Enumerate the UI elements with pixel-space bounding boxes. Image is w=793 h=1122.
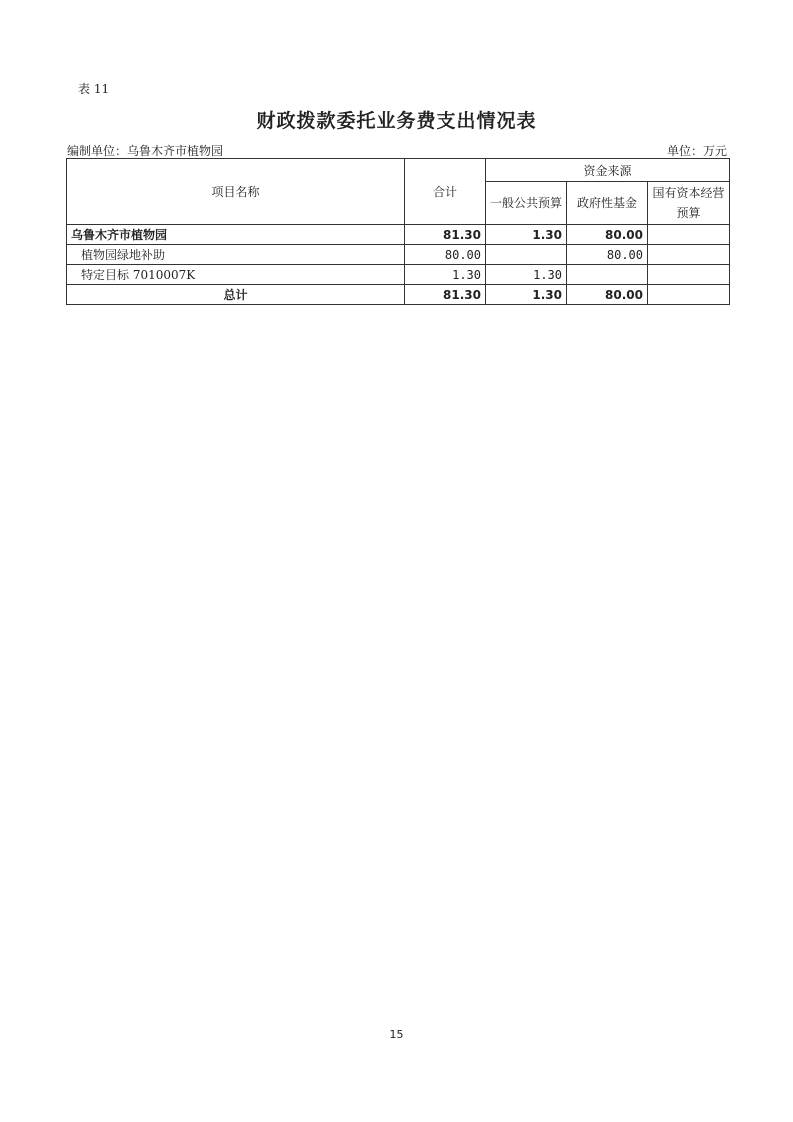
total-label: 总计 xyxy=(67,285,405,305)
total-state-capital xyxy=(648,285,730,305)
total-gov-fund: 80.00 xyxy=(567,285,648,305)
table-number: 表 11 xyxy=(78,82,110,96)
header-general-budget: 一般公共预算 xyxy=(486,182,567,225)
table-row xyxy=(67,225,730,245)
row-name: 乌鲁木齐市植物园 xyxy=(67,225,405,245)
row-general: 1.30 xyxy=(486,265,567,285)
compiling-unit: 编制单位：乌鲁木齐市植物园 xyxy=(67,144,224,158)
header-fund-source: 资金来源 xyxy=(486,159,730,182)
currency-unit: 单位：万元 xyxy=(666,144,727,158)
row-gov-fund: 80.00 xyxy=(567,225,648,245)
header-gov-fund: 政府性基金 xyxy=(567,182,648,225)
row-state-capital xyxy=(648,225,730,245)
row-total: 80.00 xyxy=(405,245,486,265)
expenditure-table xyxy=(66,158,730,305)
row-name: 特定目标 7010007K xyxy=(67,265,405,285)
table-row xyxy=(67,245,730,265)
row-total: 81.30 xyxy=(405,225,486,245)
page-number: 15 xyxy=(389,1028,404,1041)
header-state-capital: 国有资本经营预算 xyxy=(648,182,730,225)
header-total: 合计 xyxy=(405,159,486,225)
row-gov-fund xyxy=(567,265,648,285)
row-gov-fund: 80.00 xyxy=(567,245,648,265)
total-general: 1.30 xyxy=(486,285,567,305)
row-total: 1.30 xyxy=(405,265,486,285)
row-general: 1.30 xyxy=(486,225,567,245)
header-row-1 xyxy=(67,159,730,182)
row-state-capital xyxy=(648,265,730,285)
table-row xyxy=(67,265,730,285)
row-general xyxy=(486,245,567,265)
row-name: 植物园绿地补助 xyxy=(67,245,405,265)
page-title: 财政拨款委托业务费支出情况表 xyxy=(256,110,537,132)
row-state-capital xyxy=(648,245,730,265)
total-total: 81.30 xyxy=(405,285,486,305)
header-project-name: 项目名称 xyxy=(67,159,405,225)
total-row xyxy=(67,285,730,305)
